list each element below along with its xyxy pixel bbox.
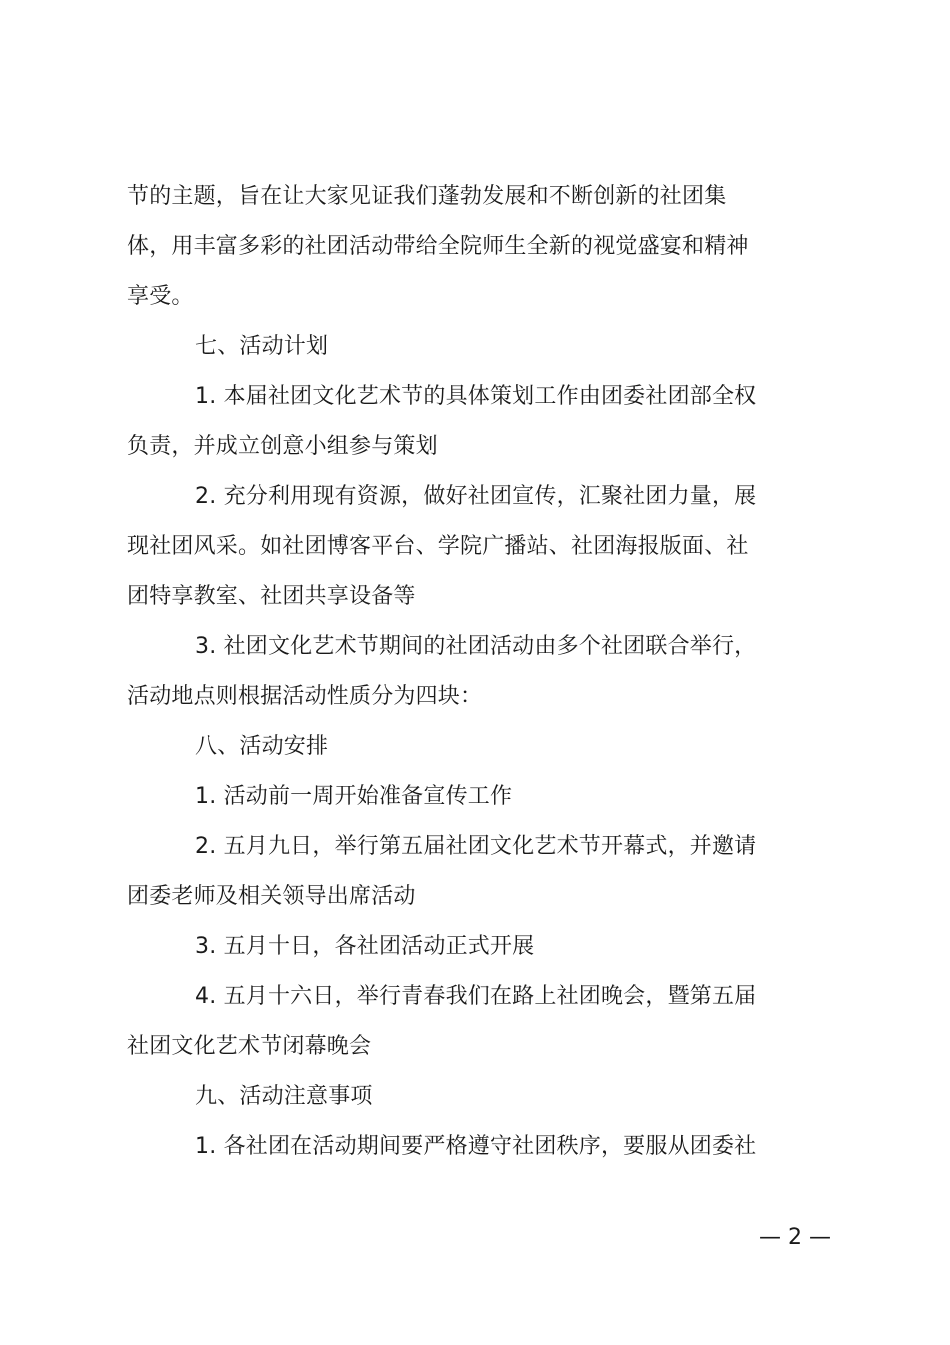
text-line: 3. 五月十日，各社团活动正式开展 bbox=[195, 934, 535, 959]
document-body bbox=[127, 172, 772, 1172]
text-line: 体，用丰富多彩的社团活动带给全院师生全新的视觉盛宴和精神 bbox=[127, 234, 749, 259]
text-line: 负责，并成立创意小组参与策划 bbox=[127, 434, 438, 459]
text-line: 活动地点则根据活动性质分为四块： bbox=[127, 684, 483, 709]
section-heading-activity-schedule: 八、活动安排 bbox=[195, 734, 329, 759]
text-line: 团特享教室、社团共享设备等 bbox=[127, 584, 416, 609]
text-line: 团委老师及相关领导出席活动 bbox=[127, 884, 416, 909]
text-line: 1. 活动前一周开始准备宣传工作 bbox=[195, 784, 513, 809]
section-heading-activity-plan: 七、活动计划 bbox=[195, 334, 329, 359]
section-heading-notes: 九、活动注意事项 bbox=[195, 1084, 373, 1109]
text-line: 2. 五月九日，举行第五届社团文化艺术节开幕式，并邀请 bbox=[195, 834, 757, 859]
text-line: 4. 五月十六日，举行青春我们在路上社团晚会，暨第五届 bbox=[195, 984, 757, 1009]
text-line: 节的主题，旨在让大家见证我们蓬勃发展和不断创新的社团集 bbox=[127, 184, 727, 209]
text-line: 享受。 bbox=[127, 284, 194, 309]
text-line: 1. 本届社团文化艺术节的具体策划工作由团委社团部全权 bbox=[195, 384, 757, 409]
text-line: 社团文化艺术节闭幕晚会 bbox=[127, 1034, 372, 1059]
text-line: 2. 充分利用现有资源，做好社团宣传，汇聚社团力量，展 bbox=[195, 484, 757, 509]
page-number: — 2 — bbox=[759, 1225, 831, 1250]
text-line: 3. 社团文化艺术节期间的社团活动由多个社团联合举行， bbox=[195, 634, 757, 659]
text-line: 1. 各社团在活动期间要严格遵守社团秩序，要服从团委社 bbox=[195, 1134, 757, 1159]
text-line: 现社团风采。如社团博客平台、学院广播站、社团海报版面、社 bbox=[127, 534, 749, 559]
